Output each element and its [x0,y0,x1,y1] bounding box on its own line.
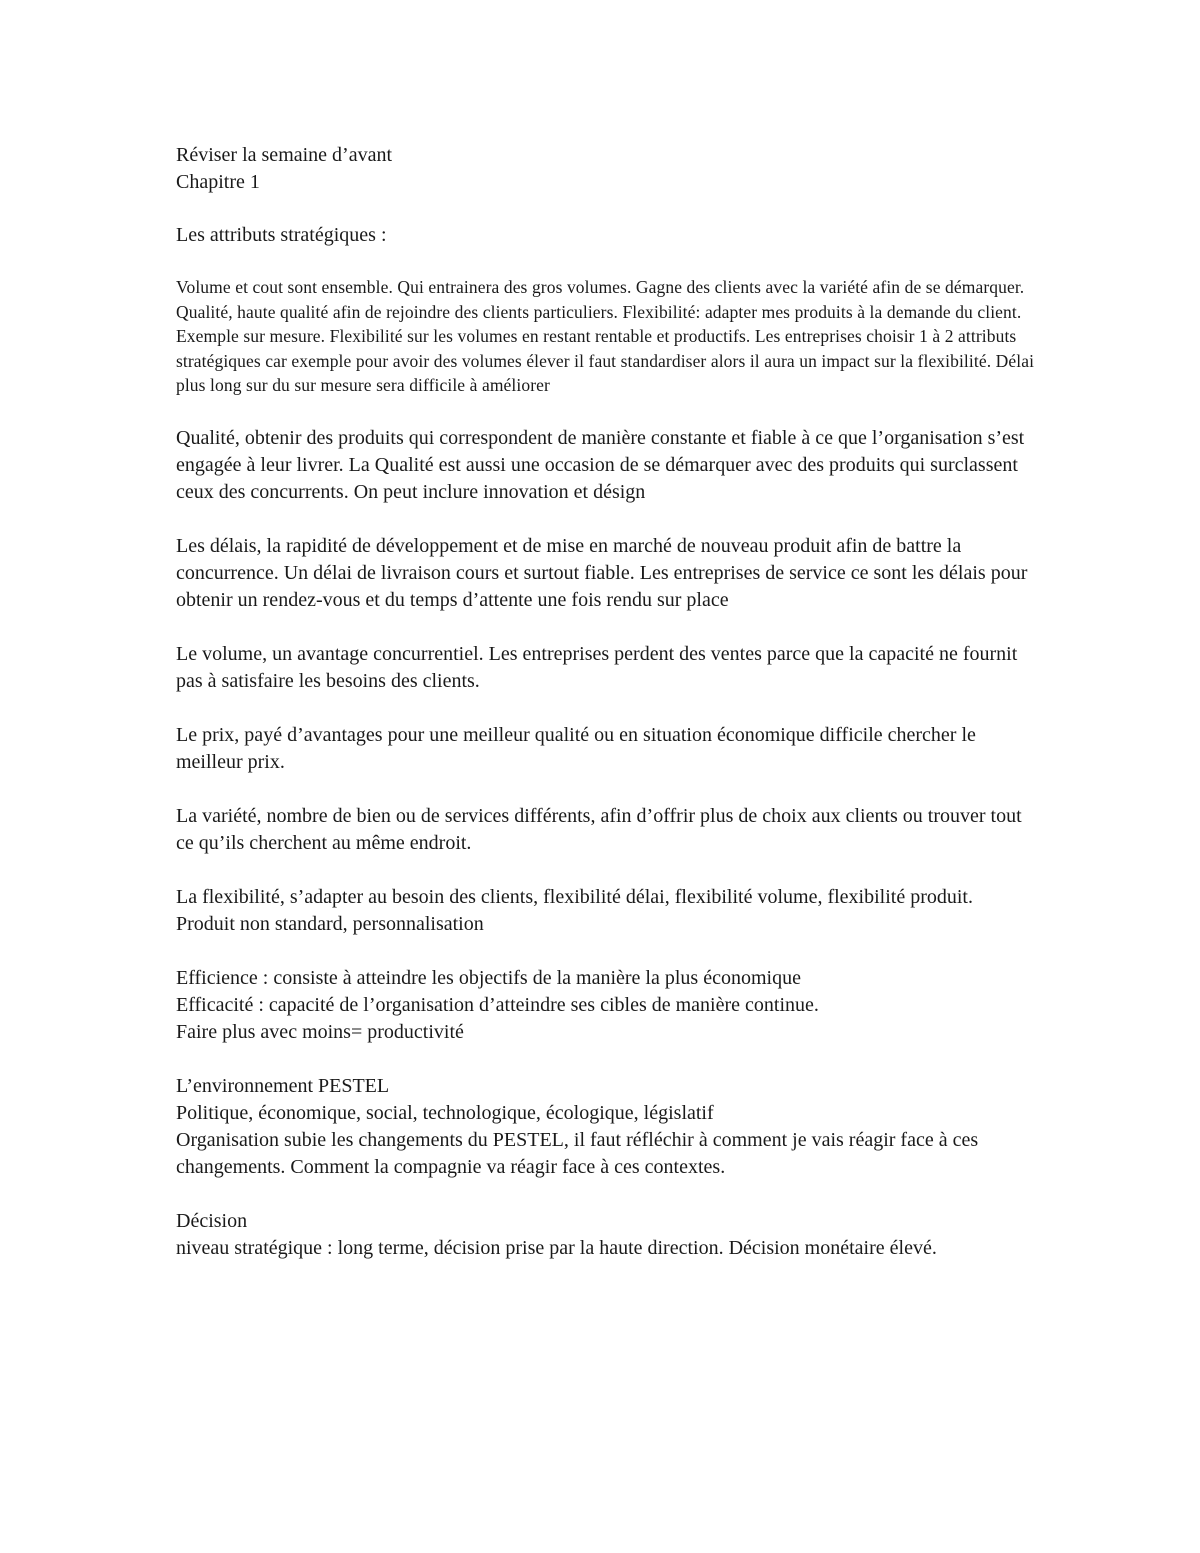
productivite-note: Faire plus avec moins= productivité [176,1020,464,1043]
document-heading: Réviser la semaine d’avant [176,144,393,166]
intro-paragraph: Volume et cout sont ensemble. Qui entrainera des gros volumes. Gagne des clients avec la variété afin de se démarquer. Qualité, haute qualité afin de rejoindre des clients particuliers. Flexibilité: adapter mes produits à la demande du client. Exemple sur mesure. Flexibilité sur les volumes en restant rentable et productifs. Les entreprises choisir 1 à 2 attributs stratégiques car exemple pour avoir des volumes élever il faut standardiser alors il aura un impact sur la flexibilité. Délai plus long sur du sur mesure sera difficile à améliorer [176,277,1035,395]
document-page [176,142,1036,1262]
prix-paragraph: Le prix, payé d’avantages pour une meilleur qualité ou en situation économique difficile chercher le meilleur prix. [176,723,976,773]
decision-title: Décision [176,1209,248,1232]
volume-paragraph: Le volume, un avantage concurrentiel. Les entreprises perdent des ventes parce que la capacité ne fournit pas à satisfaire les besoins des clients. [176,642,1018,692]
decision-paragraph: niveau stratégique : long terme, décision prise par la haute direction. Décision monétaire élevé. [176,1236,937,1259]
pestel-title: L’environnement PESTEL [176,1074,390,1097]
pestel-list: Politique, économique, social, technologique, écologique, législatif [176,1101,714,1124]
pestel-paragraph: Organisation subie les changements du PESTEL, il faut réfléchir à comment je vais réagir face à ces changements. Comment la compagnie va réagir face à ces contextes. [176,1128,979,1178]
chapter-label: Chapitre 1 [176,171,260,193]
qualite-paragraph: Qualité, obtenir des produits qui correspondent de manière constante et fiable à ce que l’organisation s’est engagée à leur livrer. La Qualité est aussi une occasion de se démarquer avec des produits qui surclassent ceux des concurrents. On peut inclure innovation et désign [176,426,1025,503]
delais-paragraph: Les délais, la rapidité de développement et de mise en marché de nouveau produit afin de battre la concurrence. Un délai de livraison cours et surtout fiable. Les entreprises de service ce sont les délais pour obtenir un rendez-vous et du temps d’attente une fois rendu sur place [176,534,1028,611]
variete-paragraph: La variété, nombre de bien ou de services différents, afin d’offrir plus de choix aux clients ou trouver tout ce qu’ils cherchent au même endroit. [176,804,1022,854]
efficacite-definition: Efficacité : capacité de l’organisation d’atteindre ses cibles de manière continue. [176,993,819,1016]
section-title: Les attributs stratégiques : [176,224,387,246]
efficience-definition: Efficience : consiste à atteindre les objectifs de la manière la plus économique [176,966,801,989]
flexibilite-paragraph: La flexibilité, s’adapter au besoin des clients, flexibilité délai, flexibilité volume, flexibilité produit. Produit non standard, personnalisation [176,885,973,935]
